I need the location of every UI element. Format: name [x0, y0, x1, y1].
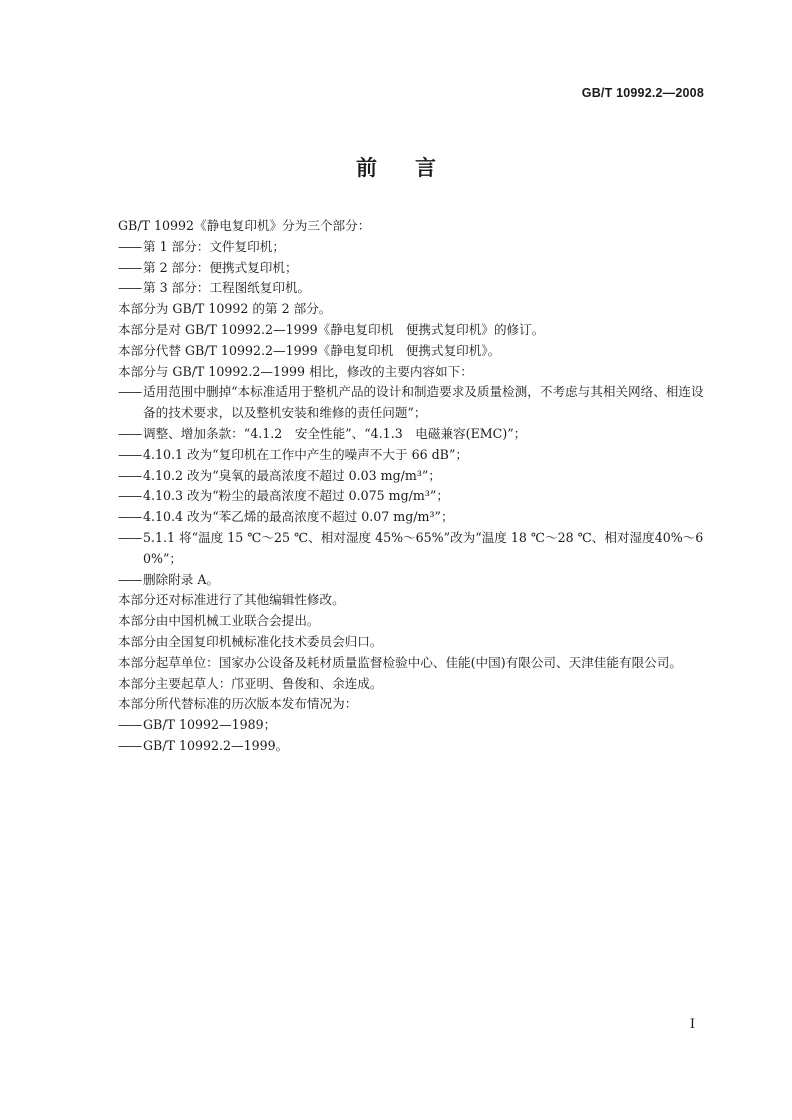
list-item: [118, 278, 708, 299]
list-dash: ——: [118, 238, 142, 254]
paragraph: 本部分还对标准进行了其他编辑性修改。: [118, 592, 345, 608]
list-item-text: 4.10.3 改为“粉尘的最高浓度不超过 0.075 mg/m³”；: [143, 488, 449, 504]
paragraph: 本部分代替 GB/T 10992.2—1999《静电复印机 便携式复印机》。: [118, 342, 501, 358]
list-item-text: 删除附录 A。: [143, 571, 220, 587]
list-item: [118, 528, 708, 570]
list-item: [118, 715, 708, 736]
list-dash: ——: [118, 529, 142, 545]
list-item: [118, 486, 708, 507]
list-item-text: 4.10.2 改为“臭氧的最高浓度不超过 0.03 mg/m³”；: [143, 467, 441, 483]
list-dash: ——: [118, 717, 142, 733]
list-item: [118, 507, 708, 528]
list-item-text: 第 1 部分：文件复印机；: [143, 238, 285, 254]
page-number: I: [689, 1017, 695, 1032]
foreword-body: [118, 216, 708, 757]
list-item-text: GB/T 10992—1989；: [143, 717, 277, 733]
list-item: [118, 445, 708, 466]
list-item: [118, 258, 708, 279]
paragraph: 本部分起草单位：国家办公设备及耗材质量监督检验中心、佳能(中国)有限公司、天津佳能有限公司。: [118, 654, 682, 670]
list-dash: ——: [118, 737, 142, 753]
list-dash: ——: [118, 280, 142, 296]
list-dash: ——: [118, 571, 142, 587]
paragraph: GB/T 10992《静电复印机》分为三个部分：: [118, 218, 371, 233]
paragraph: 本部分由全国复印机械标准化技术委员会归口。: [118, 633, 383, 649]
list-dash: ——: [118, 425, 142, 441]
list-item: [118, 382, 708, 424]
standard-code: GB/T 10992.2—2008: [581, 86, 704, 100]
list-item: [118, 424, 708, 445]
paragraph: 本部分所代替标准的历次版本发布情况为：: [118, 696, 358, 712]
list-item-text: GB/T 10992.2—1999。: [143, 737, 289, 753]
list-item-text: 第 3 部分：工程图纸复印机。: [143, 280, 311, 296]
list-item: [118, 466, 708, 487]
list-item-text: 第 2 部分：便携式复印机；: [143, 259, 298, 275]
list-item-text: 适用范围中删掉“本标准适用于整机产品的设计和制造要求及质量检测，不考虑与其相关网络、相连设备的技术要求，以及整机安装和维修的责任问题”；: [143, 384, 704, 421]
list-item-text: 4.10.1 改为“复印机在工作中产生的噪声不大于 66 dB”；: [143, 446, 468, 462]
paragraph: 本部分是对 GB/T 10992.2—1999《静电复印机 便携式复印机》的修订。: [118, 321, 545, 337]
list-item: [118, 736, 708, 757]
paragraph: 本部分为 GB/T 10992 的第 2 部分。: [118, 301, 332, 317]
list-dash: ——: [118, 446, 142, 462]
list-item-text: 5.1.1 将“温度 15 ℃～25 ℃、相对湿度 45%～65%”改为“温度 18 ℃～28 ℃、相对湿度40%～60%”；: [143, 529, 704, 566]
list-item-text: 4.10.4 改为“苯乙烯的最高浓度不超过 0.07 mg/m³”；: [143, 509, 454, 525]
list-item: [118, 237, 708, 258]
list-dash: ——: [118, 488, 142, 504]
list-dash: ——: [118, 384, 142, 400]
list-item-text: 调整、增加条款：“4.1.2 安全性能”、“4.1.3 电磁兼容(EMC)”；: [143, 425, 527, 441]
paragraph: 本部分主要起草人：邝亚明、鲁俊和、余连成。: [118, 675, 383, 691]
list-item: [118, 570, 708, 591]
list-dash: ——: [118, 259, 142, 275]
list-dash: ——: [118, 509, 142, 525]
page-title: 前言: [356, 156, 474, 180]
list-dash: ——: [118, 467, 142, 483]
paragraph: 本部分与 GB/T 10992.2—1999 相比，修改的主要内容如下：: [118, 363, 473, 379]
paragraph: 本部分由中国机械工业联合会提出。: [118, 613, 320, 629]
